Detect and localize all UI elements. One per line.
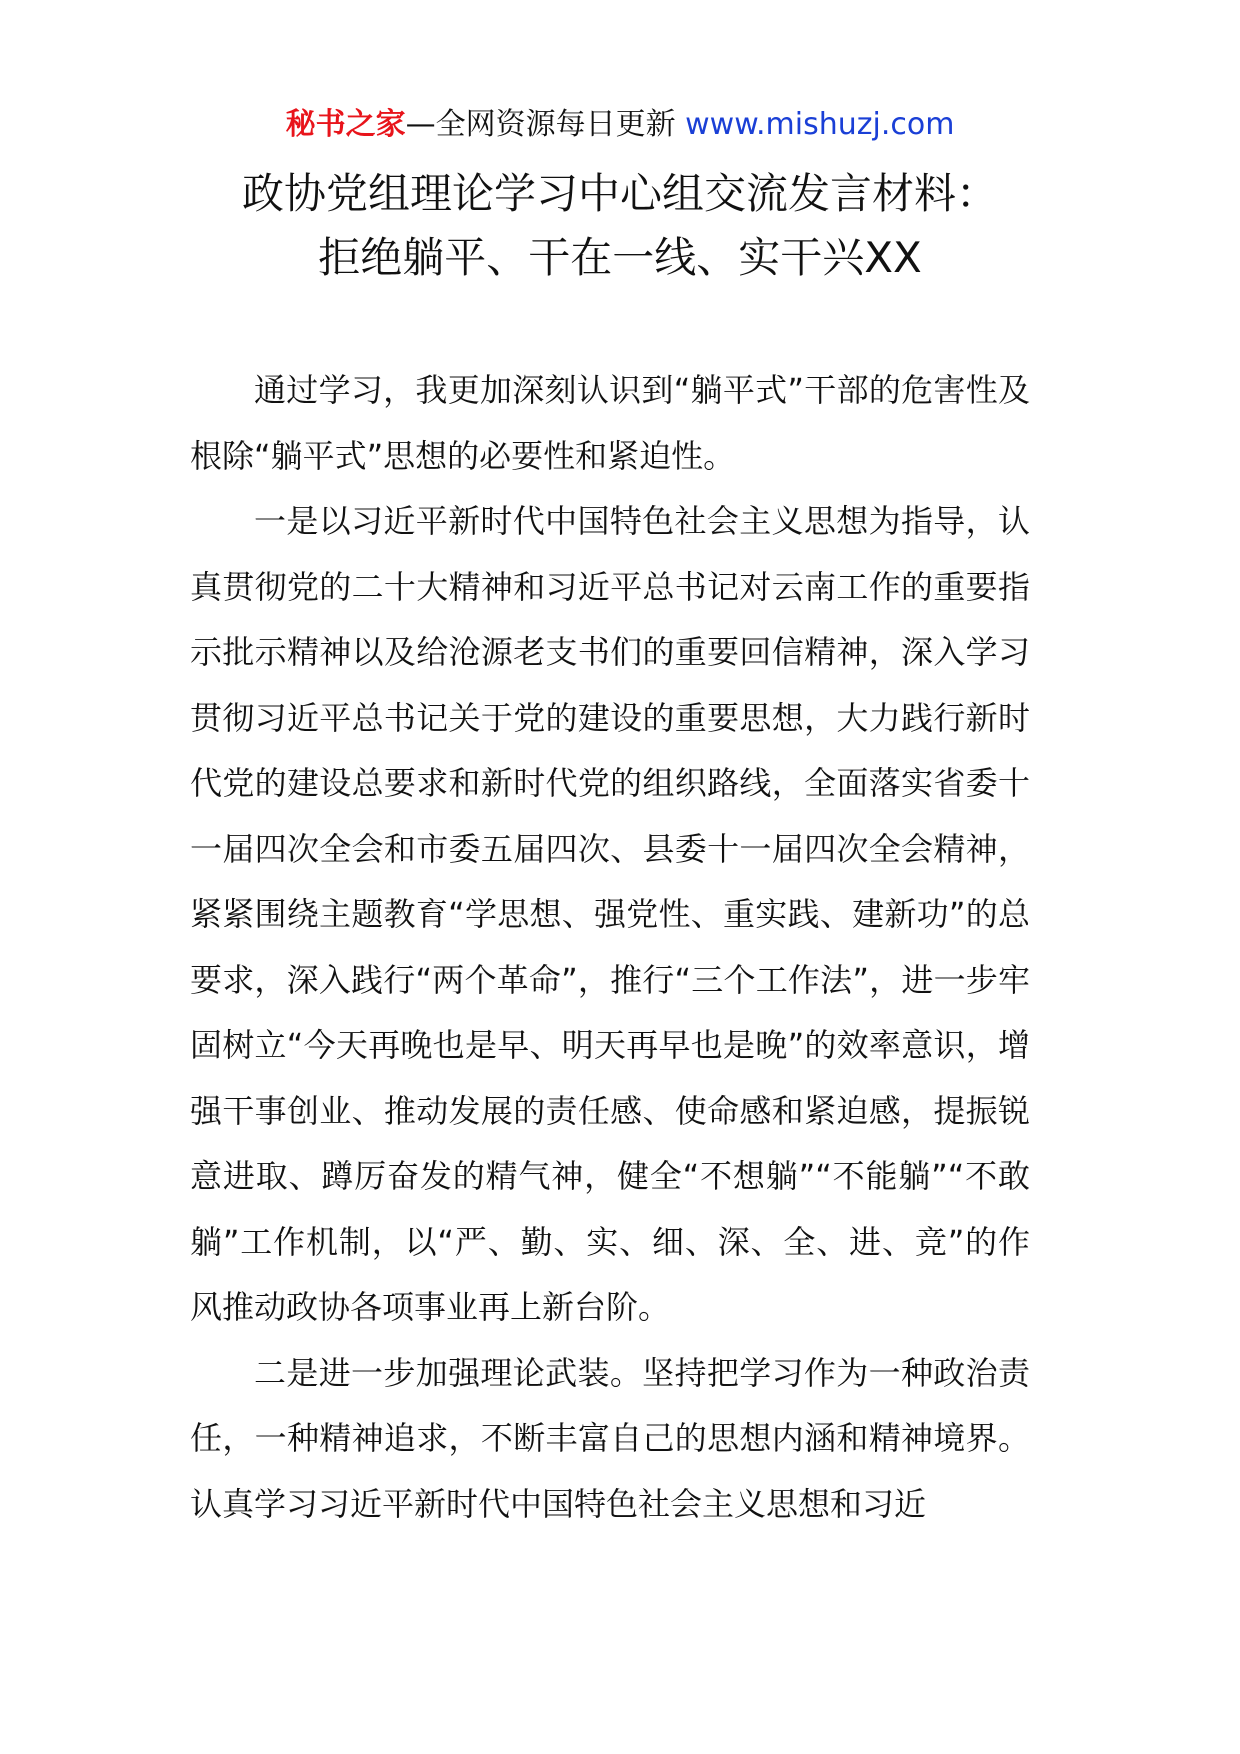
document-title [0, 162, 1240, 290]
title-line-1: 政协党组理论学习中心组交流发言材料： [241, 169, 998, 218]
site-header [0, 103, 1240, 147]
header-slogan: —全网资源每日更新 [405, 107, 676, 142]
site-url-link[interactable]: www.mishuzj.com [685, 107, 955, 142]
paragraph-point-one: 一是以习近平新时代中国特色社会主义思想为指导，认真贯彻党的二十大精神和习近平总书记对云南工作的重要指示批示精神以及给沧源老支书们的重要回信精神，深入学习贯彻习近平总书记关于党的建设的重要思想，大力践行新时代党的建设总要求和新时代党的组织路线，全面落实省委十一届四次全会和市委五届四次、县委十一届四次全会精神，紧紧围绕主题教育“学思想、强党性、重实践、建新功”的总要求，深入践行“两个革命”，推行“三个工作法”，进一步牢固树立“今天再晚也是早、明天再早也是晚”的效率意识，增强干事创业、推动发展的责任感、使命感和紧迫感，提振锐意进取、蹲厉奋发的精气神，健全“不想躺”“不能躺”“不敢躺”工作机制，以“严、勤、实、细、深、全、进、竞”的作风推动政协各项事业再上新台阶。 [190, 502, 1030, 1326]
document-body [190, 358, 1030, 1537]
paragraph-point-two: 二是进一步加强理论武装。坚持把学习作为一种政治责任，一种精神追求，不断丰富自己的思想内涵和精神境界。认真学习习近平新时代中国特色社会主义思想和习近 [190, 1353, 1030, 1523]
brand-name: 秘书之家 [285, 107, 406, 142]
title-line-2: 拒绝躺平、干在一线、实干兴XX [318, 233, 922, 282]
paragraph-intro: 通过学习，我更加深刻认识到“躺平式”干部的危害性及根除“躺平式”思想的必要性和紧迫性。 [190, 371, 1030, 475]
